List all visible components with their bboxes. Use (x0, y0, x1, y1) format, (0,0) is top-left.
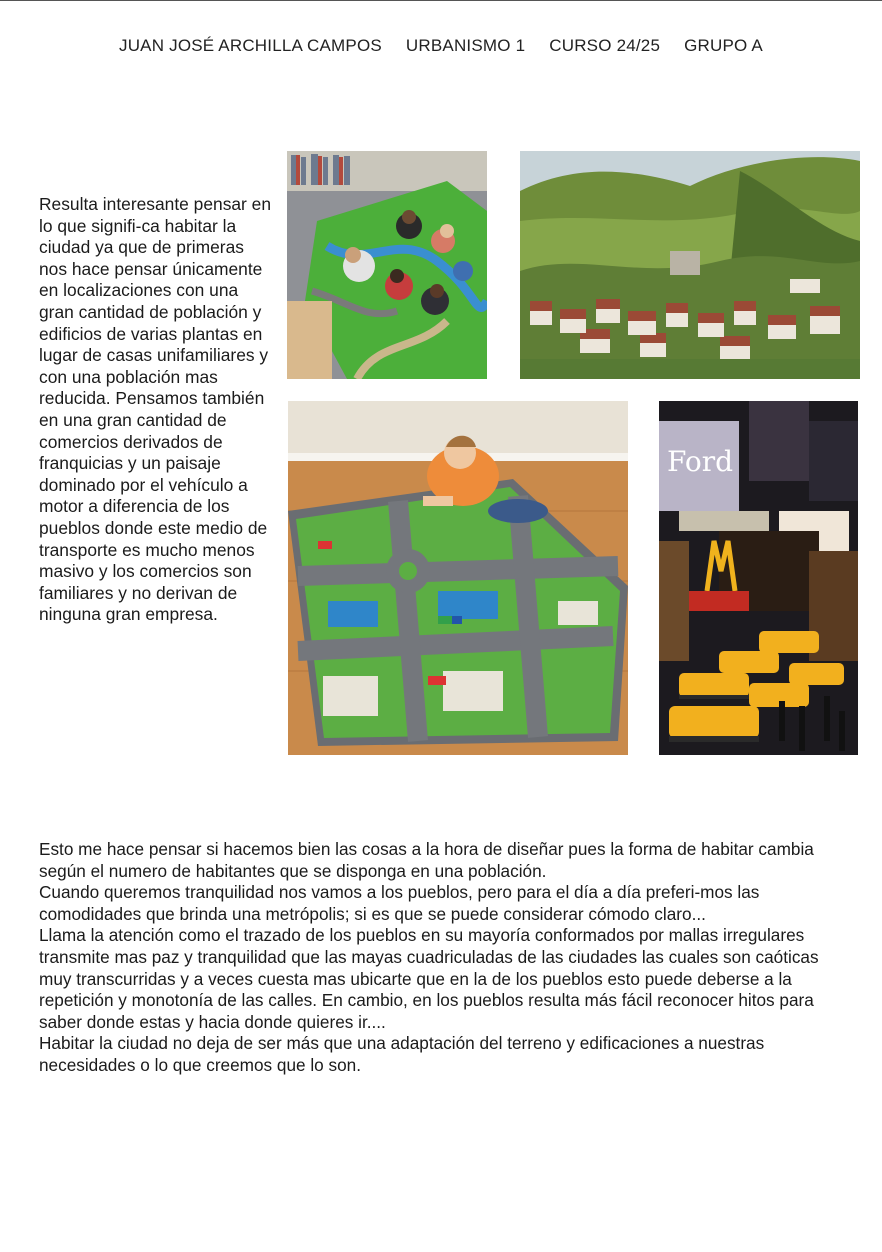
photo-village-valley (520, 151, 860, 379)
page-header (0, 36, 882, 56)
header-author: JUAN JOSÉ ARCHILLA CAMPOS (119, 36, 382, 55)
photo-children-on-mat (287, 151, 487, 379)
ford-sign-text: Ford (667, 445, 734, 478)
body-paragraph: Habitar la ciudad no deja de ser más que una adaptación del terreno y edificaciones a nuestras necesidades o lo que creemos que lo son. (39, 1033, 765, 1075)
top-rule (0, 0, 882, 1)
body-paragraph: Esto me hace pensar si hacemos bien las cosas a la hora de diseñar pues la forma de habitar cambia según el numero de habitantes que se disponga en una población. (39, 839, 814, 881)
header-year: CURSO 24/25 (549, 36, 661, 55)
body-paragraph: Cuando queremos tranquilidad nos vamos a los pueblos, pero para el día a día preferi-mos las comodidades que brinda una metrópolis; si es que se puede considerar cómodo claro... (39, 882, 760, 924)
header-course: URBANISMO 1 (405, 36, 526, 55)
photo-child-play-mat (288, 401, 628, 755)
body-text (39, 839, 844, 1077)
body-paragraph: Llama la atención como el trazado de los pueblos en su mayoría conformados por mallas irregulares transmite mas paz y tranquilidad que las mayas cuadriculadas de las ciudades las cuales son caóticas muy transcurridas y a veces cuesta mas ubicarte que en la de los pueblos esto puede deberse a la repetición y monotonía de las calles. En cambio, en los pueblos resulta más fácil reconocer hitos para saber donde estas y hacia donde quieres ir.... (39, 925, 819, 1032)
header-group: GRUPO A (684, 36, 763, 55)
photo-times-square (659, 401, 858, 755)
side-paragraph: Resulta interesante pensar en lo que signifi-ca habitar la ciudad ya que de primeras nos hace pensar únicamente en localizaciones con una gran cantidad de población y edificios de varias plantas en lugar de casas unifamiliares y con una población mas reducida. Pensamos también en una gran cantidad de comercios derivados de franquicias y un paisaje dominado por el vehículo a motor a diferencia de los pueblos donde este medio de transporte es mucho menos masivo y los comercios son familiares y no derivan de ninguna gran empresa. (39, 194, 272, 625)
